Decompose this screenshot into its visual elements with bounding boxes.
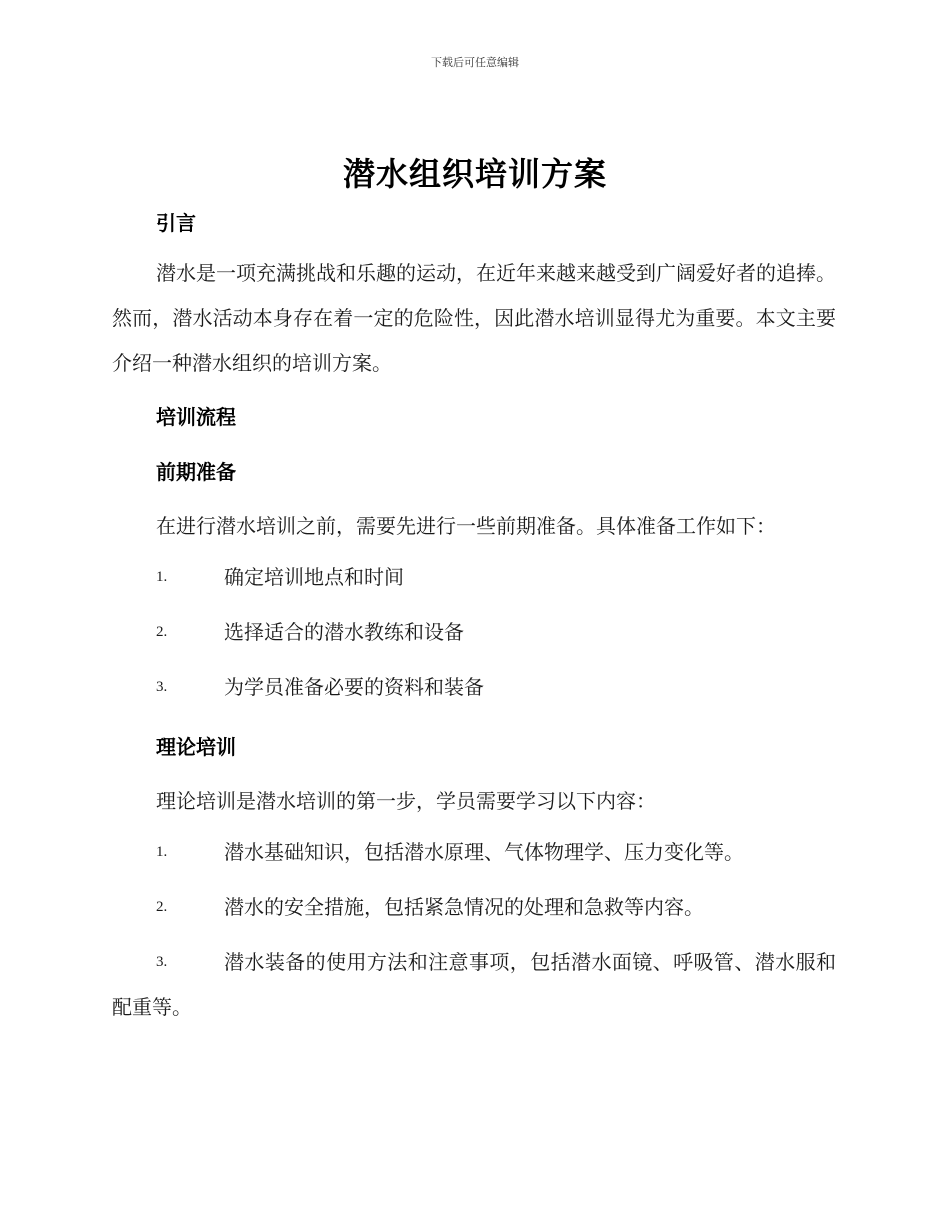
header-note: 下载后可任意编辑 (431, 56, 519, 69)
list-number: 3. (156, 954, 168, 970)
list-item (112, 610, 836, 655)
list-number: 3. (156, 679, 168, 695)
list-item (112, 555, 836, 600)
list-text: 选择适合的潜水教练和设备 (224, 620, 464, 644)
intro-paragraph: 潜水是一项充满挑战和乐趣的运动，在近年来越来越受到广阔爱好者的追捧。然而，潜水活动本身存在着一定的危险性，因此潜水培训显得尤为重要。本文主要介绍一种潜水组织的培训方案。 (112, 261, 836, 375)
list-text: 为学员准备必要的资料和装备 (224, 675, 484, 699)
list-item (112, 830, 836, 875)
heading-training-process: 培训流程 (156, 405, 236, 429)
list-number: 1. (156, 569, 168, 585)
list-text: 确定培训地点和时间 (224, 565, 404, 589)
list-text: 潜水基础知识，包括潜水原理、气体物理学、压力变化等。 (224, 840, 744, 864)
heading-theory-training: 理论培训 (156, 735, 236, 759)
preparation-lead: 在进行潜水培训之前，需要先进行一些前期准备。具体准备工作如下： (156, 514, 776, 538)
list-number: 2. (156, 624, 168, 640)
list-number: 1. (156, 844, 168, 860)
list-text: 潜水装备的使用方法和注意事项，包括潜水面镜、呼吸管、潜水服和配重等。 (112, 950, 836, 1019)
list-item (112, 940, 836, 1030)
theory-lead: 理论培训是潜水培训的第一步，学员需要学习以下内容： (156, 789, 656, 813)
list-item (112, 665, 836, 710)
list-number: 2. (156, 899, 168, 915)
list-item (112, 885, 836, 930)
heading-intro: 引言 (156, 211, 196, 235)
heading-preparation: 前期准备 (156, 460, 236, 484)
document-title: 潜水组织培训方案 (342, 155, 607, 193)
list-text: 潜水的安全措施，包括紧急情况的处理和急救等内容。 (224, 895, 704, 919)
